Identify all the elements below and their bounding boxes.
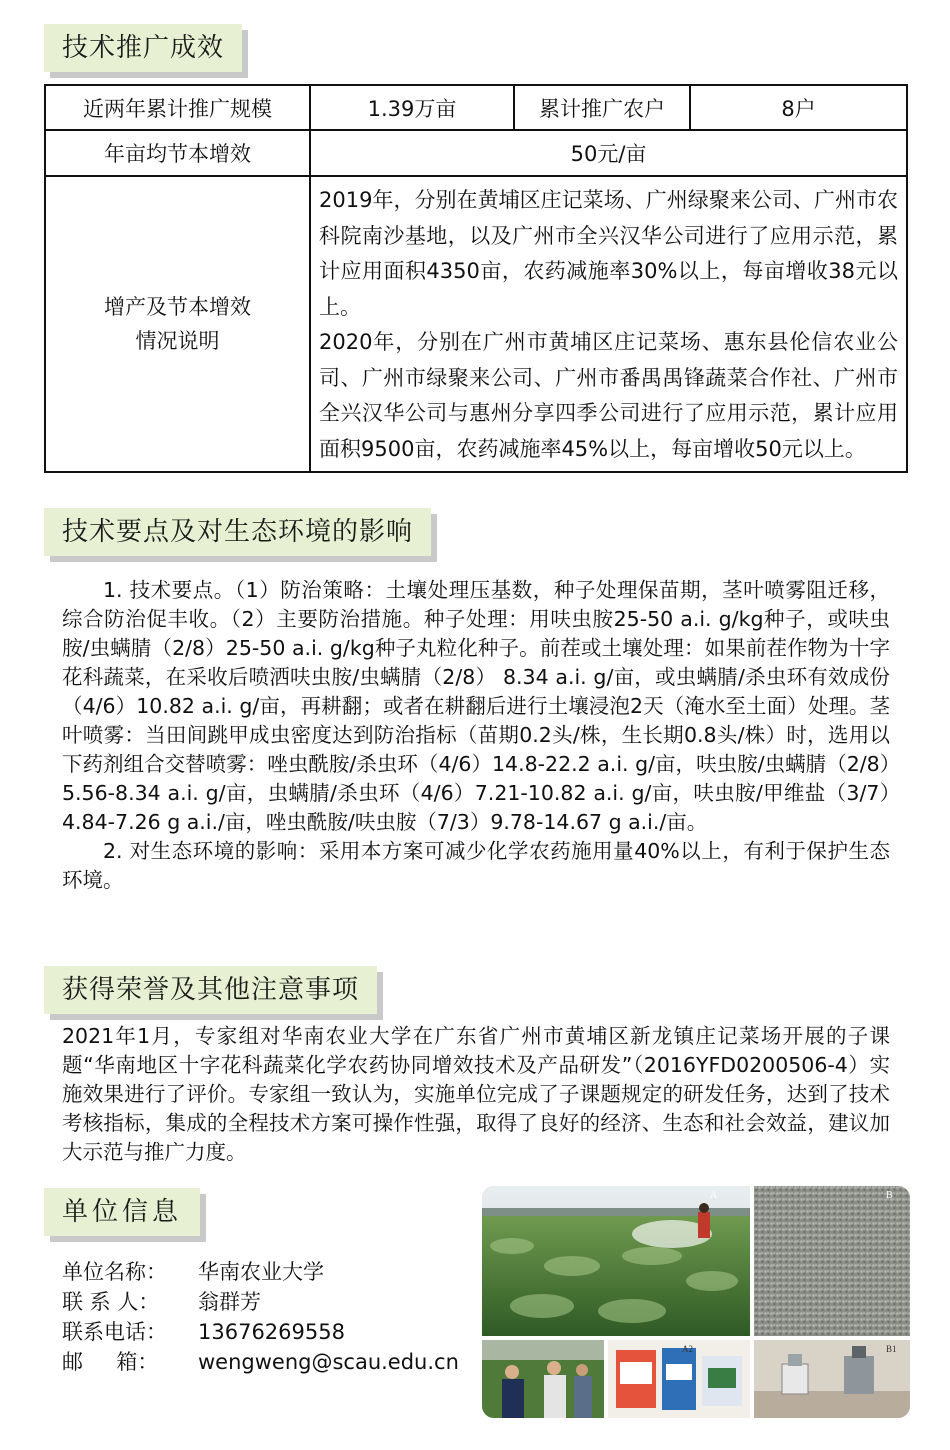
benefit-value: 50元/亩 — [310, 130, 907, 176]
contact-info — [62, 1257, 459, 1377]
desc-paragraph-2020: 2020年，分别在广州市黄埔区庄记菜场、惠东县伦信农业公司、广州市绿聚来公司、广州市番禺禺锋蔬菜合作社、广州市全兴汉华公司与惠州分享四季公司进行了应用示范，累计应用面积9500亩，农药减施率45%以上，每亩增收50元以上。 — [319, 330, 898, 461]
tech-paragraph-1: 1. 技术要点。（1）防治策略：土壤处理压基数，种子处理保苗期，茎叶喷雾阻迁移，综合防治促丰收。（2）主要防治措施。种子处理：用呋虫胺25-50 a.i. g/kg种子，或呋虫胺/虫螨腈（2/8）25-50 a.i. g/kg种子丸粒化种子。前茬或土壤处理：如果前茬作物为十字花科蔬菜，在采收后喷洒呋虫胺/虫螨腈（2/8） 8.34 a.i. g/亩，或虫螨腈/杀虫环有效成份（4/6）10.82 a.i. g/亩，再耕翻；或者在耕翻后进行土壤浸泡2天（淹水至土面）处理。茎叶喷雾：当田间跳甲成虫密度达到防治指标（苗期0.2头/株，生长期0.8头/株）时，选用以下药剂组合交替喷雾：唑虫酰胺/杀虫环（4/6）14.8-22.2 a.i. g/亩，呋虫胺/虫螨腈（2/8）5.56-8.34 a.i. g/亩，虫螨腈/杀虫环（4/6）7.21-10.82 a.i. g/亩，呋虫胺/甲维盐（3/7）4.84-7.26 g a.i./亩，唑虫酰胺/呋虫胺（7/3）9.78-14.67 g a.i./亩。 — [62, 578, 890, 834]
honors-text — [62, 1022, 890, 1167]
field-photo — [482, 1186, 750, 1336]
farmers-label: 累计推广农户 — [514, 85, 690, 130]
granules-photo — [754, 1186, 910, 1336]
contact-person: 翁群芳 — [198, 1290, 261, 1314]
contact-row-phone — [62, 1317, 459, 1347]
lab-photo — [754, 1340, 910, 1418]
email-label: 邮 箱： — [62, 1350, 159, 1374]
scale-value: 1.39万亩 — [310, 85, 514, 130]
unit-name: 华南农业大学 — [198, 1260, 324, 1284]
photo-label-a: A — [710, 1190, 718, 1201]
desc-text — [310, 176, 907, 472]
tech-paragraph-2: 2. 对生态环境的影响：采用本方案可减少化学农药施用量40%以上，有利于保护生态环境。 — [62, 839, 890, 892]
products-photo — [608, 1340, 750, 1418]
phone-number: 13676269558 — [198, 1320, 345, 1344]
photo-collage — [482, 1186, 910, 1418]
section-title-honors: 获得荣誉及其他注意事项 — [44, 966, 377, 1014]
phone-label: 联系电话： — [62, 1320, 167, 1344]
people-photo — [482, 1340, 604, 1418]
promotion-table — [44, 84, 908, 473]
benefit-label: 年亩均节本增效 — [45, 130, 310, 176]
photo-label-b: B — [886, 1190, 893, 1201]
desc-label — [45, 176, 310, 472]
contact-row-person — [62, 1287, 459, 1317]
farmers-value: 8户 — [690, 85, 907, 130]
section-title-promotion: 技术推广成效 — [44, 24, 242, 72]
contact-person-label: 联 系 人： — [62, 1290, 160, 1314]
desc-label-line1: 增产及节本增效 — [104, 295, 251, 319]
scale-label: 近两年累计推广规模 — [45, 85, 310, 130]
desc-paragraph-2019: 2019年，分别在黄埔区庄记菜场、广州绿聚来公司、广州市农科院南沙基地，以及广州市全兴汉华公司进行了应用示范，累计应用面积4350亩，农药减施率30%以上，每亩增收38元以上。 — [319, 188, 898, 319]
section-title-unit: 单位信息 — [44, 1188, 200, 1236]
photo-label-a2: A2 — [682, 1344, 693, 1354]
contact-row-name — [62, 1257, 459, 1287]
photo-collage-image — [482, 1186, 910, 1418]
email-address: wengweng@scau.edu.cn — [198, 1350, 459, 1374]
honors-paragraph: 2021年1月，专家组对华南农业大学在广东省广州市黄埔区新龙镇庄记菜场开展的子课题“华南地区十字花科蔬菜化学农药协同增效技术及产品研发”（2016YFD0200506-4）实施效果进行了评价。专家组一致认为，实施单位完成了子课题规定的研发任务，达到了技术考核指标，集成的全程技术方案可操作性强，取得了良好的经济、生态和社会效益，建议加大示范与推广力度。 — [62, 1024, 890, 1164]
photo-label-b1: B1 — [886, 1344, 897, 1354]
tech-text — [62, 576, 890, 895]
unit-name-label: 单位名称： — [62, 1260, 167, 1284]
contact-row-email — [62, 1347, 459, 1377]
section-title-tech: 技术要点及对生态环境的影响 — [44, 508, 431, 556]
desc-label-line2: 情况说明 — [135, 329, 220, 353]
